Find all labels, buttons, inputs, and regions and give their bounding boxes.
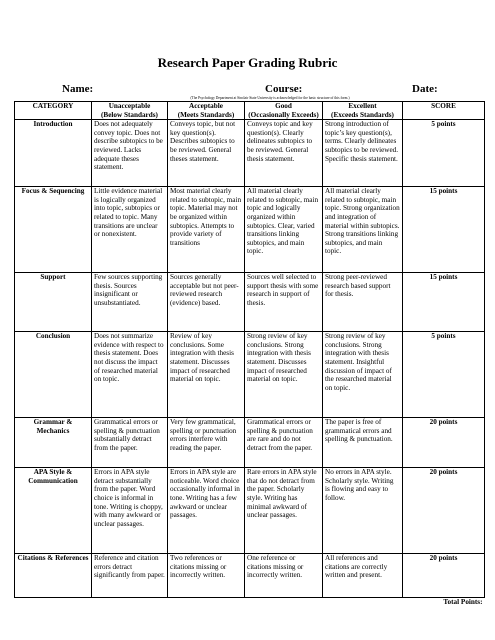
unacceptable-cell: Reference and citation errors detract significantly from paper. [92, 554, 168, 598]
acceptable-cell: Conveys topic, but not key question(s). Describes subtopics to be reviewed. General theses statement. [168, 120, 245, 187]
page-title: Research Paper Grading Rubric [157, 55, 338, 70]
category-cell: Grammar & Mechanics [15, 418, 92, 468]
score-cell: 20 points [403, 418, 485, 468]
unacceptable-cell: Errors in APA style detract substantially from the paper. Word choice is informal in tone. Writing is choppy, with many awkward or unclear passages. [92, 468, 168, 554]
acknowledgement-note: (The Psychology Department at Sinclair State University is acknowledged for the basic structure of this form.) [190, 96, 350, 100]
category-cell: Support [15, 273, 92, 332]
table-row-support [15, 273, 485, 332]
excellent-cell: No errors in APA style. Scholarly style. Writing is flowing and easy to follow. [323, 468, 403, 554]
good-cell: Conveys topic and key question(s). Clearly delineates subtopics to be reviewed. General thesis statement. [245, 120, 323, 187]
category-header: CATEGORY [15, 102, 92, 120]
total-points-label: Total Points: [443, 598, 483, 607]
score-cell: 20 points [403, 554, 485, 598]
table-row-conclusion [15, 332, 485, 418]
table-row-apa-style [15, 468, 485, 554]
score-cell: 15 points [403, 273, 485, 332]
total-spacer [15, 598, 323, 620]
good-cell: Strong review of key conclusions. Strong integration with thesis statement. Discusses impact of researched material on topic. [245, 332, 323, 418]
excellent-title: Excellent [348, 102, 377, 110]
acceptable-subtitle: (Meets Standards) [177, 110, 235, 119]
good-subtitle: (Occasionally Exceeds) [248, 110, 319, 119]
header-row [15, 102, 485, 120]
category-cell: APA Style & Communication [15, 468, 92, 554]
acceptable-header [168, 102, 245, 120]
category-cell: Citations & References [15, 554, 92, 598]
excellent-header [323, 102, 403, 120]
unacceptable-subtitle: (Below Standards) [101, 110, 158, 119]
good-cell: One reference or citations missing or incorrectly written. [245, 554, 323, 598]
total-row [15, 598, 485, 620]
excellent-cell: Strong peer-reviewed research based support for thesis. [323, 273, 403, 332]
good-cell: Grammatical errors or spelling & punctuation are rare and do not detract from the paper. [245, 418, 323, 468]
name-label: Name: [62, 83, 94, 95]
category-cell: Conclusion [15, 332, 92, 418]
table-row-grammar-mechanics [15, 418, 485, 468]
date-label: Date: [412, 83, 438, 95]
excellent-cell: Strong introduction of topic’s key question(s), terms. Clearly delineates subtopics to be reviewed. Specific thesis statement. [323, 120, 403, 187]
acceptable-cell: Most material clearly related to subtopic, main topic. Material may not be organized within subtopics. Attempts to provide variety of transitions [168, 187, 245, 273]
score-cell: 5 points [403, 332, 485, 418]
unacceptable-cell: Does not summarize evidence with respect to thesis statement. Does not discuss the impact of researched material on topic. [92, 332, 168, 418]
excellent-cell: All material clearly related to subtopic, main topic. Strong organization and integration of material within subtopics. Strong transitions linking subtopics, and main topic. [323, 187, 403, 273]
table-row-citations-references [15, 554, 485, 598]
unacceptable-cell: Few sources supporting thesis. Sources insignificant or unsubstantiated. [92, 273, 168, 332]
acceptable-cell: Two references or citations missing or incorrectly written. [168, 554, 245, 598]
acceptable-cell: Very few grammatical, spelling or punctuation errors interfere with reading the paper. [168, 418, 245, 468]
unacceptable-cell: Little evidence material is logically organized into topic, subtopics or related to topic. Many transitions are unclear or nonexistent. [92, 187, 168, 273]
acceptable-cell: Errors in APA style are noticeable. Word choice occasionally informal in tone. Writing has a few awkward or unclear passages. [168, 468, 245, 554]
category-cell: Introduction [15, 120, 92, 187]
unacceptable-cell: Grammatical errors or spelling & punctuation substantially detract from the paper. [92, 418, 168, 468]
rubric-table [14, 101, 485, 620]
good-title: Good [275, 102, 292, 110]
excellent-cell: All references and citations are correctly written and present. [323, 554, 403, 598]
good-cell: Sources well selected to support thesis with some research in support of thesis. [245, 273, 323, 332]
good-cell: Rare errors in APA style that do not detract from the paper. Scholarly style. Writing has minimal awkward of unclear passages. [245, 468, 323, 554]
acceptable-title: Acceptable [189, 102, 223, 110]
table-row-introduction [15, 120, 485, 187]
score-cell: 15 points [403, 187, 485, 273]
excellent-cell: The paper is free of grammatical errors and spelling & punctuation. [323, 418, 403, 468]
score-cell: 5 points [403, 120, 485, 187]
score-cell: 20 points [403, 468, 485, 554]
excellent-cell: Strong review of key conclusions. Strong integration with thesis statement. Insightful discussion of impact of the researched material on topic. [323, 332, 403, 418]
unacceptable-title: Unacceptable [108, 102, 151, 110]
excellent-subtitle: (Exceeds Standards) [331, 110, 394, 119]
unacceptable-cell: Does not adequately convey topic. Does not describe subtopics to be reviewed. Lacks adequate theses statement. [92, 120, 168, 187]
acceptable-cell: Sources generally acceptable but not peer-reviewed research (evidence) based. [168, 273, 245, 332]
table-row-focus-sequencing [15, 187, 485, 273]
course-label: Course: [265, 83, 303, 95]
unacceptable-header [92, 102, 168, 120]
good-cell: All material clearly related to subtopic, main topic and logically organized within subtopics. Clear, varied transitions linking subtopics, and main topic. [245, 187, 323, 273]
score-header: SCORE [403, 102, 485, 120]
acceptable-cell: Review of key conclusions. Some integration with thesis statement. Discusses impact of researched material on topic. [168, 332, 245, 418]
good-header [245, 102, 323, 120]
category-cell: Focus & Sequencing [15, 187, 92, 273]
